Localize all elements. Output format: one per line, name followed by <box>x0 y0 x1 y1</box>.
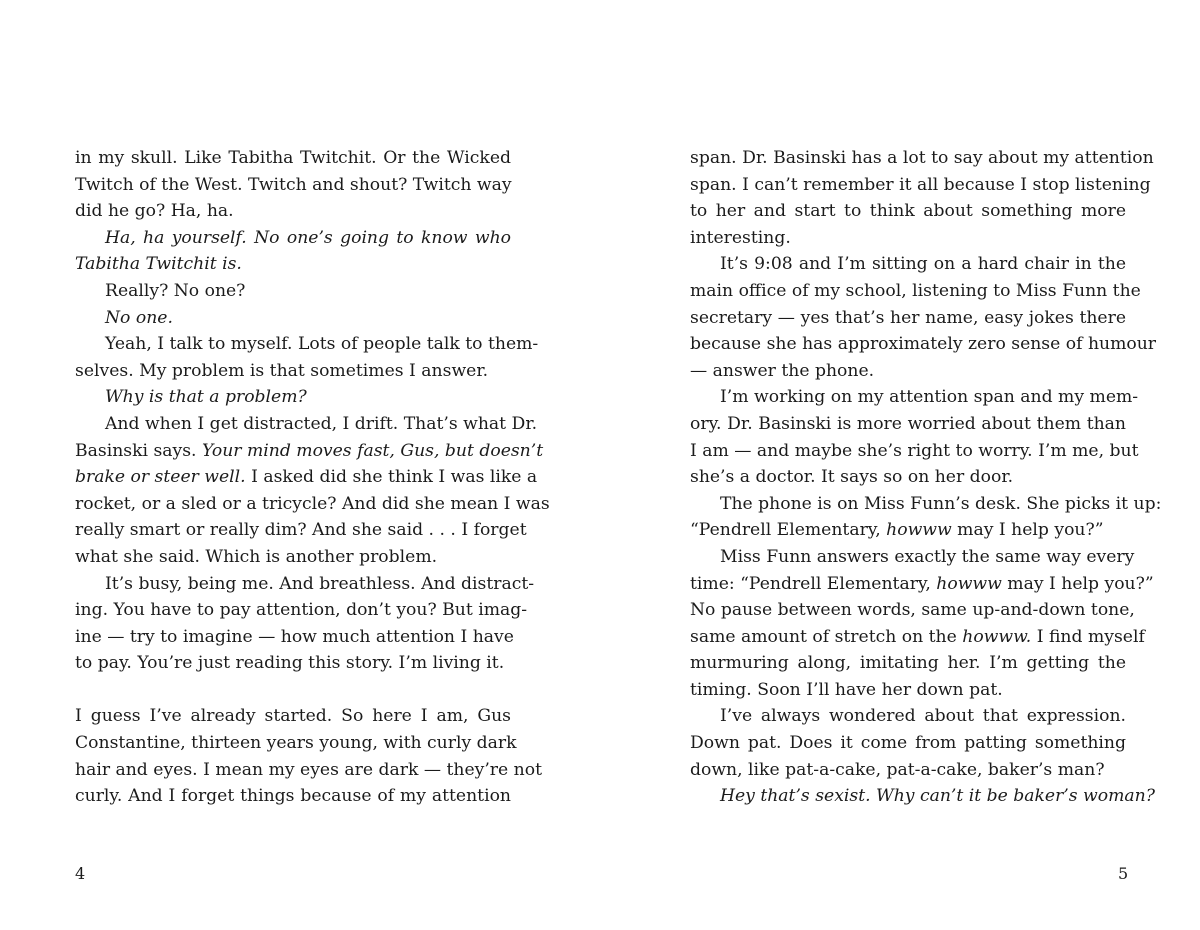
text-line: No pause between words, same up-and-down tone, <box>690 600 1135 621</box>
text-line <box>690 571 1154 598</box>
text-line: It’s 9:08 and I’m sitting on a hard chair in the <box>720 254 1126 275</box>
right-page-body <box>690 145 1162 810</box>
text-run: may I help you?” <box>951 520 1104 541</box>
text-line: to her and start to think about something more <box>690 201 1126 222</box>
italic-run: howww. <box>962 626 1032 647</box>
text-line: — answer the phone. <box>690 360 875 381</box>
text-line: I’ve always wondered about that expression. <box>720 706 1126 727</box>
text-line: Really? No one? <box>105 280 246 301</box>
section-break <box>75 677 511 704</box>
text-line: secretary — yes that’s her name, easy jokes there <box>690 307 1126 328</box>
text-run: same amount of stretch on the <box>690 626 963 647</box>
text-run: I asked did she think I was like a <box>245 467 538 488</box>
text-line <box>690 624 1145 651</box>
text-run: I find myself <box>1031 626 1145 647</box>
left-page-number: 4 <box>75 864 86 883</box>
text-line: span. Dr. Basinski has a lot to say about my attention <box>690 148 1154 168</box>
text-line: timing. Soon I’ll have her down pat. <box>690 679 1003 700</box>
text-line: Constantine, thirteen years young, with curly dark <box>75 733 517 754</box>
text-run: may I help you?” <box>1001 573 1154 594</box>
text-line <box>75 438 544 465</box>
text-line: ory. Dr. Basinski is more worried about them than <box>690 413 1126 434</box>
text-line: down, like pat-a-cake, pat-a-cake, baker’s man? <box>690 759 1105 780</box>
right-page-number: 5 <box>1118 864 1129 883</box>
text-line <box>75 464 538 491</box>
italic-run: howww <box>886 520 952 541</box>
text-line: Miss Funn answers exactly the same way every <box>720 546 1135 567</box>
text-line: No one. <box>105 307 173 328</box>
text-run: Basinski says. <box>75 440 202 461</box>
text-line: main office of my school, listening to Miss Funn the <box>690 280 1141 301</box>
text-line: Tabitha Twitchit is. <box>75 254 242 275</box>
text-line: really smart or really dim? And she said . . . I forget <box>75 520 527 541</box>
text-line: And when I get distracted, I drift. That’s what Dr. <box>105 413 538 434</box>
italic-run: howww <box>936 573 1002 594</box>
text-line: she’s a doctor. It says so on her door. <box>690 467 1014 488</box>
text-line: rocket, or a sled or a tricycle? And did she mean I was <box>75 493 550 514</box>
text-line: in my skull. Like Tabitha Twitchit. Or the Wicked <box>75 148 511 168</box>
text-line: Ha, ha yourself. No one’s going to know who <box>105 227 511 248</box>
text-line: ine — try to imagine — how much attention I have <box>75 626 514 647</box>
text-line: The phone is on Miss Funn’s desk. She picks it up: <box>720 493 1162 514</box>
text-line: Yeah, I talk to myself. Lots of people talk to them- <box>105 334 539 355</box>
text-run: time: “Pendrell Elementary, <box>690 573 937 594</box>
italic-run: Your mind moves fast, Gus, but doesn’t <box>202 440 544 461</box>
text-line: Down pat. Does it come from patting something <box>690 733 1126 754</box>
italic-run: brake or steer well. <box>75 467 246 488</box>
text-line: span. I can’t remember it all because I stop listening <box>690 174 1151 195</box>
text-line: Hey that’s sexist. Why can’t it be baker’s woman? <box>720 786 1155 807</box>
text-line: what she said. Which is another problem. <box>75 546 438 567</box>
text-line: I’m working on my attention span and my mem- <box>720 387 1139 408</box>
text-line: I guess I’ve already started. So here I am, Gus <box>75 706 511 727</box>
text-line: because she has approximately zero sense of humour <box>690 334 1157 355</box>
text-line: ing. You have to pay attention, don’t you? But imag- <box>75 600 528 621</box>
text-line: did he go? Ha, ha. <box>75 201 234 222</box>
text-line: I am — and maybe she’s right to worry. I’m me, but <box>690 440 1139 461</box>
text-line: Twitch of the West. Twitch and shout? Twitch way <box>75 174 512 195</box>
text-line: to pay. You’re just reading this story. I’m living it. <box>75 653 505 674</box>
text-line: hair and eyes. I mean my eyes are dark — they’re not <box>75 759 542 780</box>
left-page-body <box>75 145 550 810</box>
text-line: murmuring along, imitating her. I’m getting the <box>690 653 1126 674</box>
text-line <box>690 517 1126 544</box>
text-line: interesting. <box>690 227 791 248</box>
text-line: curly. And I forget things because of my attention <box>75 786 511 807</box>
text-line: selves. My problem is that sometimes I answer. <box>75 360 489 381</box>
text-line: It’s busy, being me. And breathless. And distract- <box>105 573 535 594</box>
text-run: “Pendrell Elementary, <box>690 520 887 541</box>
text-line: Why is that a problem? <box>105 387 307 408</box>
